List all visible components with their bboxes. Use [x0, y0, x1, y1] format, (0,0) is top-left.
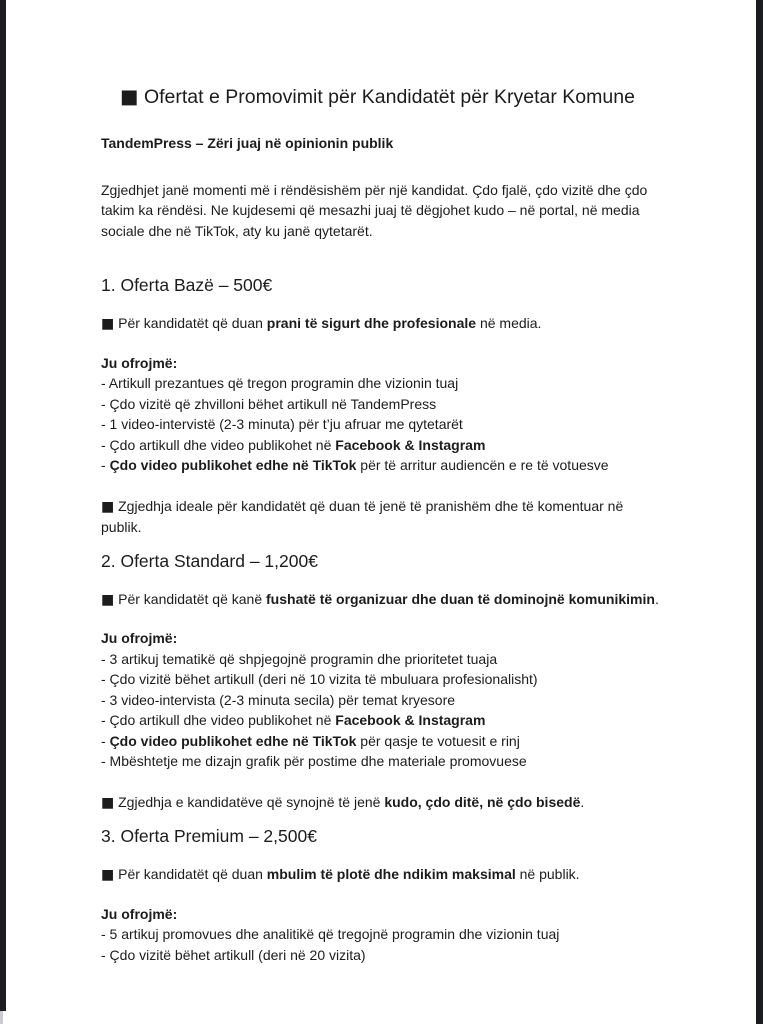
section-2-offers-label: Ju ofrojmë: — [101, 630, 178, 646]
text-segment: - Artikull prezantues që tregon programin dhe vizionin tuaj — [101, 375, 459, 391]
text-segment: - — [101, 457, 110, 473]
section-1-bullet-list — [101, 373, 654, 476]
bullet-item — [101, 690, 654, 711]
text-segment-bold: mbulim të plotë dhe ndikim maksimal — [266, 866, 516, 882]
text-segment: në media. — [476, 315, 542, 331]
text-segment: - 3 artikuj tematikë që shpjegojnë programin dhe prioritetet tuaja — [101, 650, 498, 667]
section-1-tagline — [101, 313, 654, 335]
section-2-bullet-list — [101, 649, 654, 772]
bullet-item — [101, 373, 654, 394]
text-segment: - Çdo vizitë që zhvilloni bëhet artikull në TandemPress — [101, 395, 437, 412]
section-2-heading: 2. Oferta Standard – 1,200€ — [101, 550, 318, 571]
section-2-closing — [101, 792, 654, 814]
black-square-icon: ■ — [101, 867, 115, 883]
text-segment: - 3 video-intervista (2-3 minuta secila) për temat kryesore — [101, 691, 456, 708]
section-3-tagline — [101, 864, 654, 886]
text-segment: - Mbështetje me dizajn grafik për postime dhe materiale promovuese — [101, 753, 527, 769]
text-segment: - Çdo artikull dhe video publikohet në — [101, 712, 336, 728]
bullet-item — [101, 751, 654, 772]
subtitle: TandemPress – Zëri juaj në opinionin publik — [101, 135, 394, 151]
section-3-bullet-list — [101, 924, 654, 965]
section-oferta-baze — [101, 274, 654, 538]
black-square-icon: ■ — [120, 85, 139, 108]
section-1-heading: 1. Oferta Bazë – 500€ — [101, 275, 273, 295]
bullet-item — [101, 414, 654, 435]
text-segment: . — [654, 590, 659, 607]
text-segment: - Çdo vizitë bëhet artikull (deri në 20 vizita) — [101, 946, 366, 963]
section-2-tagline — [101, 589, 659, 611]
text-segment: - — [101, 732, 110, 749]
intro-paragraph: Zgjedhjet janë momenti më i rëndësishëm për një kandidat. Çdo fjalë, çdo vizitë dhe çdo takim ka rëndësi. Ne kujdesemi që mesazhi juaj të dëgjohet kudo – në portal, në media sociale dhe në TikTok, aty ku janë qytetarët. — [101, 181, 648, 239]
text-segment: në publik. — [515, 866, 580, 882]
text-segment: Zgjedhja e kandidatëve që synojnë të jenë — [114, 793, 385, 810]
bullet-item — [101, 435, 654, 456]
text-segment-bold: kudo, çdo ditë, në çdo bisedë — [384, 793, 581, 810]
text-segment: për të arritur audiencën e re të votuesve — [356, 457, 609, 473]
text-segment: - 5 artikuj promovues dhe analitikë që tregojnë programin dhe vizionin tuaj — [101, 926, 560, 942]
document-page — [101, 84, 659, 965]
text-segment-bold: fushatë të organizuar dhe duan të dominojnë komunikimin — [266, 590, 655, 607]
bullet-item — [101, 710, 654, 731]
section-oferta-standard — [101, 550, 659, 814]
text-segment: . — [580, 793, 585, 810]
text-segment: - 1 video-intervistë (2-3 minuta) për t’ju afruar me qytetarët — [101, 416, 463, 432]
black-square-icon: ■ — [101, 316, 115, 332]
black-square-icon: ■ — [101, 591, 115, 608]
section-3-heading: 3. Oferta Premium – 2,500€ — [101, 826, 317, 846]
text-segment-bold: prani të sigurt dhe profesionale — [266, 315, 477, 331]
bullet-item — [101, 731, 654, 752]
text-segment: Zgjedhja ideale për kandidatët që duan të jenë të pranishëm dhe të komentuar në publik. — [101, 497, 624, 535]
text-segment-bold: Çdo video publikohet edhe në TikTok — [109, 457, 357, 473]
text-segment: Për kandidatët që kanë — [114, 590, 267, 607]
text-segment: Për kandidatët që duan — [114, 315, 267, 331]
bullet-item — [101, 924, 654, 945]
left-edge-strip-lower — [0, 1011, 3, 1024]
bullet-item — [101, 394, 654, 415]
text-segment: Për kandidatët që duan — [114, 866, 267, 882]
page-title — [101, 84, 654, 110]
page-title-label: Ofertat e Promovimit për Kandidatët për Kryetar Komune — [143, 86, 635, 108]
text-segment-bold: Facebook & Instagram — [335, 436, 486, 453]
bullet-item — [101, 669, 654, 690]
text-segment: - Çdo vizitë bëhet artikull (deri në 10 vizita të mbuluara profesionalisht) — [101, 671, 538, 687]
bullet-item — [101, 945, 654, 966]
text-segment: - Çdo artikull dhe video publikohet në — [101, 436, 336, 453]
bullet-item — [101, 455, 654, 476]
section-3-offers-label: Ju ofrojmë: — [101, 905, 178, 922]
text-segment: për qasje te votuesit e rinj — [356, 732, 520, 749]
text-segment-bold: Çdo video publikohet edhe në TikTok — [109, 732, 357, 749]
section-oferta-premium — [101, 825, 654, 965]
left-edge-strip — [0, 0, 6, 1011]
text-segment-bold: Facebook & Instagram — [335, 712, 486, 728]
black-square-icon: ■ — [101, 498, 115, 515]
right-edge-strip — [756, 0, 763, 1024]
section-1-closing — [101, 496, 654, 538]
black-square-icon: ■ — [101, 794, 115, 811]
section-1-offers-label: Ju ofrojmë: — [101, 354, 178, 371]
bullet-item — [101, 649, 654, 670]
